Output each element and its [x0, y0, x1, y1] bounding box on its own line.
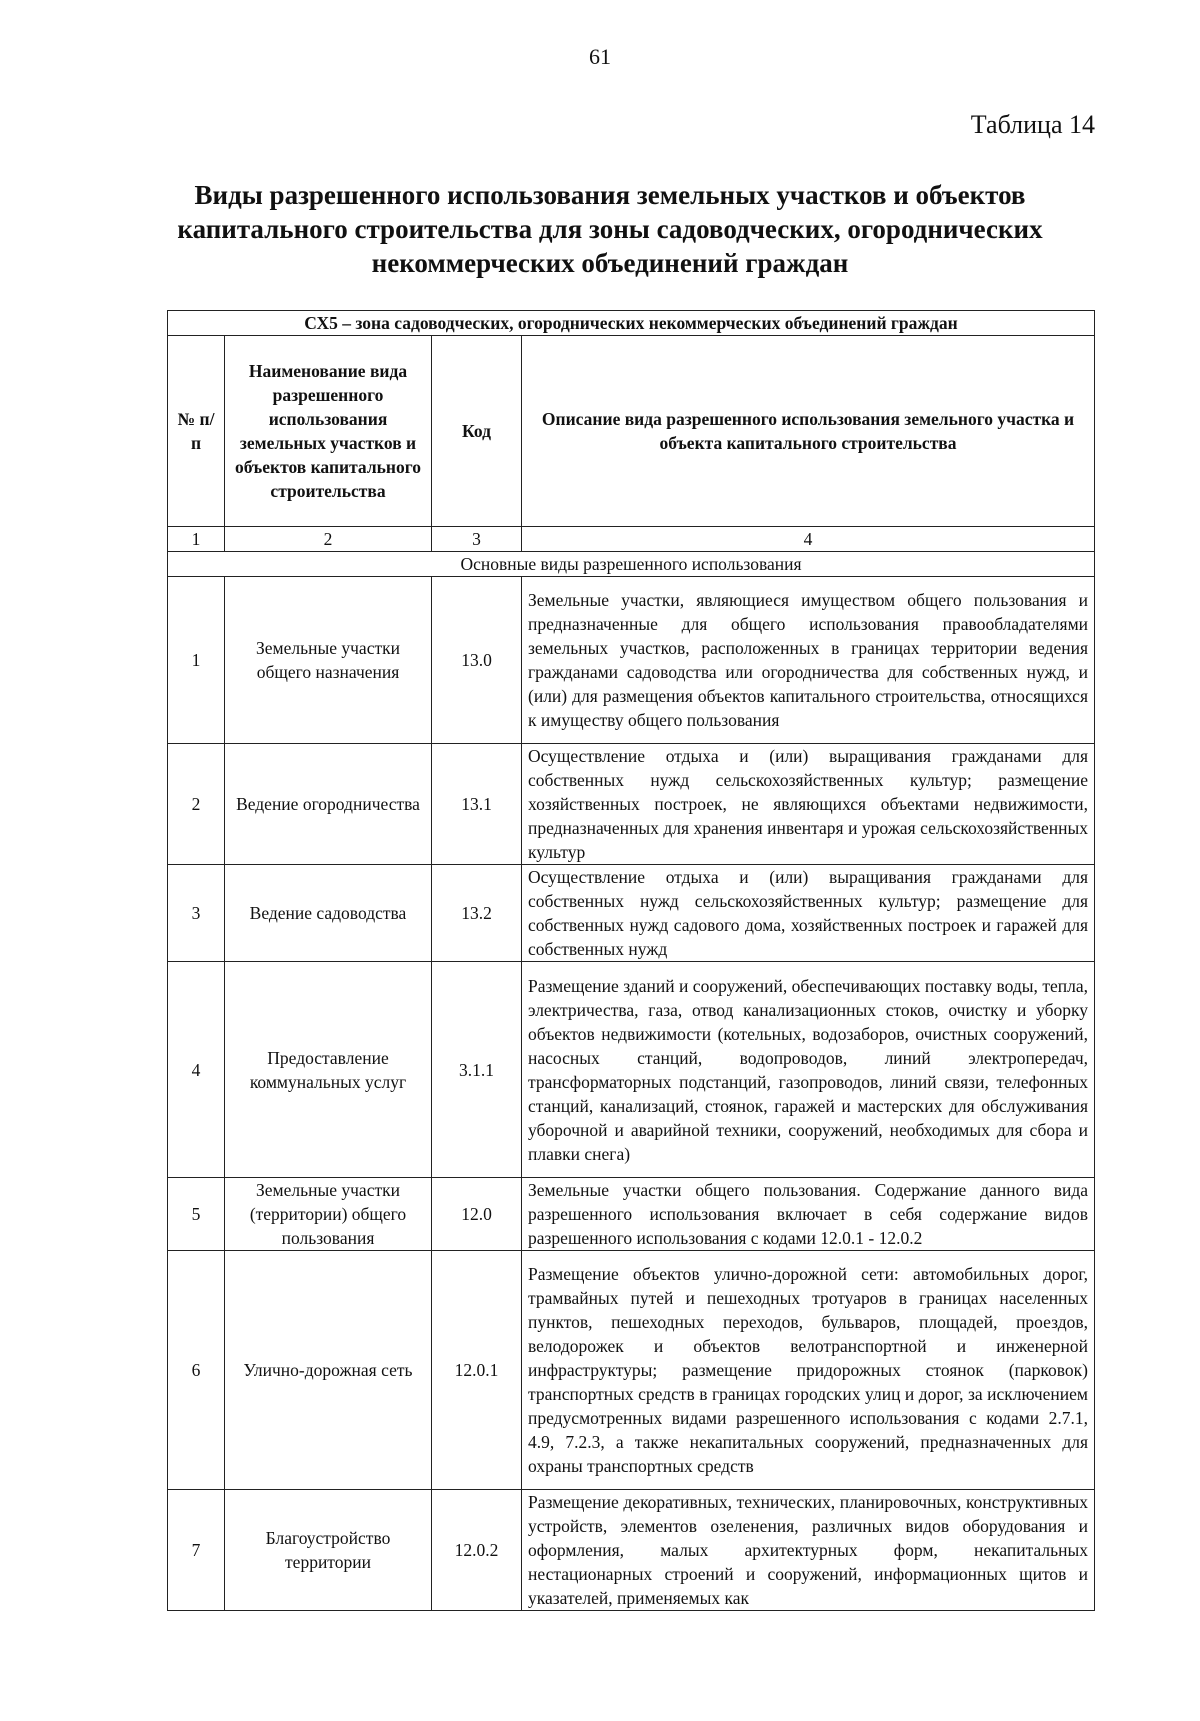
zone-title: СХ5 – зона садоводческих, огороднических некоммерческих объединений граждан — [168, 311, 1095, 336]
column-number: 3 — [432, 527, 522, 552]
row-code: 12.0 — [432, 1178, 522, 1251]
header-name: Наименование вида разрешенного использования земельных участков и объектов капитального строительства — [225, 336, 432, 527]
row-num: 3 — [168, 865, 225, 962]
row-code: 12.0.2 — [432, 1490, 522, 1611]
table-row — [168, 1178, 1095, 1251]
header-code: Код — [432, 336, 522, 527]
table-row — [168, 1251, 1095, 1490]
table-row — [168, 962, 1095, 1178]
column-number: 2 — [225, 527, 432, 552]
table-row — [168, 744, 1095, 865]
header-num: № п/п — [168, 336, 225, 527]
row-name: Благоустройство территории — [225, 1490, 432, 1611]
table-row — [168, 865, 1095, 962]
row-name: Ведение садоводства — [225, 865, 432, 962]
row-name: Ведение огородничества — [225, 744, 432, 865]
document-title — [120, 178, 1100, 280]
row-num: 1 — [168, 577, 225, 744]
table-label: Таблица 14 — [970, 110, 1095, 139]
row-code: 13.2 — [432, 865, 522, 962]
row-code: 13.0 — [432, 577, 522, 744]
header-description: Описание вида разрешенного использования земельного участка и объекта капитального строительства — [522, 336, 1095, 527]
zoning-table — [167, 310, 1095, 1611]
title-line-1: Виды разрешенного использования земельных участков и объектов — [194, 180, 1026, 210]
table-row — [168, 1490, 1095, 1611]
column-number-row — [168, 527, 1095, 552]
table-row — [168, 577, 1095, 744]
row-num: 6 — [168, 1251, 225, 1490]
row-description: Земельные участки общего пользования. Содержание данного вида разрешенного использования включает в себя содержание видов разрешенного использования с кодами 12.0.1 - 12.0.2 — [522, 1178, 1095, 1251]
column-number: 1 — [168, 527, 225, 552]
row-code: 3.1.1 — [432, 962, 522, 1178]
row-description: Осуществление отдыха и (или) выращивания гражданами для собственных нужд сельскохозяйственных культур; размещение для собственных нужд садового дома, хозяйственных построек и гаражей для собственных нужд — [522, 865, 1095, 962]
row-name: Земельные участки общего назначения — [225, 577, 432, 744]
row-description: Размещение декоративных, технических, планировочных, конструктивных устройств, элементов озеленения, различных видов оборудования и оформления, малых архитектурных форм, некапитальных нестационарных строений и сооружений, информационных щитов и указателей, применяемых как — [522, 1490, 1095, 1611]
zone-title-row — [168, 311, 1095, 336]
row-description: Размещение объектов улично-дорожной сети: автомобильных дорог, трамвайных путей и пешеходных тротуаров в границах населенных пунктов, пешеходных переходов, бульваров, площадей, проездов, велодорожек и объектов велотранспортной и инженерной инфраструктуры; размещение придорожных стоянок (парковок) транспортных средств в границах городских улиц и дорог, за исключением предусмотренных видами разрешенного использования с кодами 2.7.1, 4.9, 7.2.3, а также некапитальных сооружений, предназначенных для охраны транспортных средств — [522, 1251, 1095, 1490]
title-line-2: капитального строительства для зоны садоводческих, огороднических — [177, 214, 1043, 244]
header-row — [168, 336, 1095, 527]
row-name: Земельные участки (территории) общего пользования — [225, 1178, 432, 1251]
row-num: 7 — [168, 1490, 225, 1611]
section-row — [168, 552, 1095, 577]
row-name: Предоставление коммунальных услуг — [225, 962, 432, 1178]
column-number: 4 — [522, 527, 1095, 552]
row-code: 13.1 — [432, 744, 522, 865]
row-description: Земельные участки, являющиеся имуществом общего пользования и предназначенные для общего использования правообладателями земельных участков, расположенных в границах территории ведения гражданами садоводства или огородничества для собственных нужд, и (или) для размещения объектов капитального строительства, относящихся к имуществу общего пользования — [522, 577, 1095, 744]
title-line-3: некоммерческих объединений граждан — [371, 248, 849, 278]
row-num: 4 — [168, 962, 225, 1178]
row-num: 2 — [168, 744, 225, 865]
section-title: Основные виды разрешенного использования — [168, 552, 1095, 577]
row-num: 5 — [168, 1178, 225, 1251]
page-number: 61 — [589, 44, 611, 69]
row-description: Размещение зданий и сооружений, обеспечивающих поставку воды, тепла, электричества, газа, отвод канализационных стоков, очистку и уборку объектов недвижимости (котельных, водозаборов, очистных сооружений, насосных станций, водопроводов, линий электропередач, трансформаторных подстанций, газопроводов, линий связи, телефонных станций, канализаций, стоянок, гаражей и мастерских для обслуживания уборочной и аварийной техники, сооружений, необходимых для сбора и плавки снега) — [522, 962, 1095, 1178]
row-code: 12.0.1 — [432, 1251, 522, 1490]
row-description: Осуществление отдыха и (или) выращивания гражданами для собственных нужд сельскохозяйственных культур; размещение хозяйственных построек, не являющихся объектами недвижимости, предназначенных для хранения инвентаря и урожая сельскохозяйственных культур — [522, 744, 1095, 865]
row-name: Улично-дорожная сеть — [225, 1251, 432, 1490]
